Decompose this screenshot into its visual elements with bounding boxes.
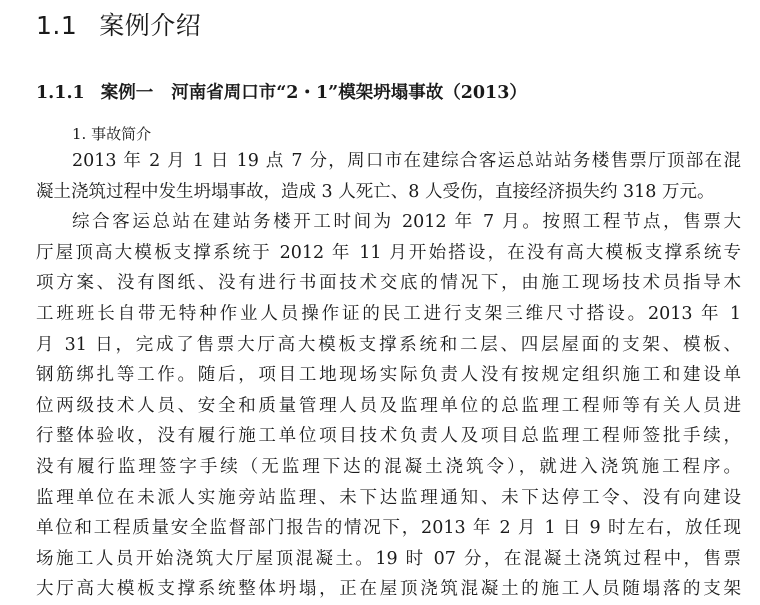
text-line: 大厅高大模板支撑系统整体坍塌，正在屋顶浇筑混凝土的施工人员随塌落的支架	[36, 579, 741, 600]
text-line: 厅屋顶高大模板支撑系统于 2012 年 11 月开始搭设，在没有高大模板支撑系统专	[36, 242, 741, 263]
text-line: 工班班长自带无特种作业人员操作证的民工进行支架三维尺寸搭设。2013 年 1	[36, 303, 741, 324]
text-line: 监理单位在未派人实施旁站监理、未下达监理通知、未下达停工令、没有向建设	[36, 487, 741, 508]
section-title-text: 案例介绍	[99, 11, 202, 40]
section-title	[36, 6, 201, 42]
paragraph	[36, 207, 741, 605]
paragraph	[36, 146, 741, 207]
text-line: 位两级技术人员、安全和质量管理人员及监理单位的总监理工程师等有关人员进	[36, 395, 741, 416]
text-line: 行整体验收，没有履行施工单位项目技术负责人及项目总监理工程师签批手续，	[36, 426, 741, 447]
subsection-number: 1.1.1	[36, 83, 85, 103]
section-number: 1.1	[36, 11, 78, 40]
text-line: 2013 年 2 月 1 日 19 点 7 分，周口市在建综合客运总站站务楼售票厅顶部在混	[72, 151, 741, 171]
text-line: 钢筋绑扎等工作。随后，项目工地现场实际负责人没有按规定组织施工和建设单	[36, 365, 741, 386]
text-line: 没有履行监理签字手续（无监理下达的混凝土浇筑令），就进入浇筑施工程序。	[36, 456, 741, 477]
subsection-title-text: 河南省周口市“2・1”模架坍塌事故（2013）	[171, 83, 527, 103]
subsection-lead: 案例一	[100, 83, 154, 103]
heading-accident-summary: 1. 事故简介	[72, 125, 152, 143]
text-line: 单位和工程质量安全监督部门报告的情况下，2013 年 2 月 1 日 9 时左右，放任现	[36, 518, 741, 539]
body-text	[36, 146, 741, 605]
text-line: 综合客运总站在建站务楼开工时间为 2012 年 7 月。按照工程节点，售票大	[72, 212, 741, 233]
text-line: 凝土浇筑过程中发生坍塌事故，造成 3 人死亡、8 人受伤，直接经济损失约 318 万元。	[36, 181, 715, 202]
subsection-title	[36, 79, 527, 104]
text-line: 场施工人员开始浇筑大厅屋顶混凝土。19 时 07 分，在混凝土浇筑过程中，售票	[36, 548, 741, 569]
text-line: 项方案、没有图纸、没有进行书面技术交底的情况下，由施工现场技术员指导木	[36, 273, 741, 294]
text-line: 月 31 日，完成了售票大厅高大模板支撑系统和二层、四层屋面的支架、模板、	[36, 334, 741, 355]
